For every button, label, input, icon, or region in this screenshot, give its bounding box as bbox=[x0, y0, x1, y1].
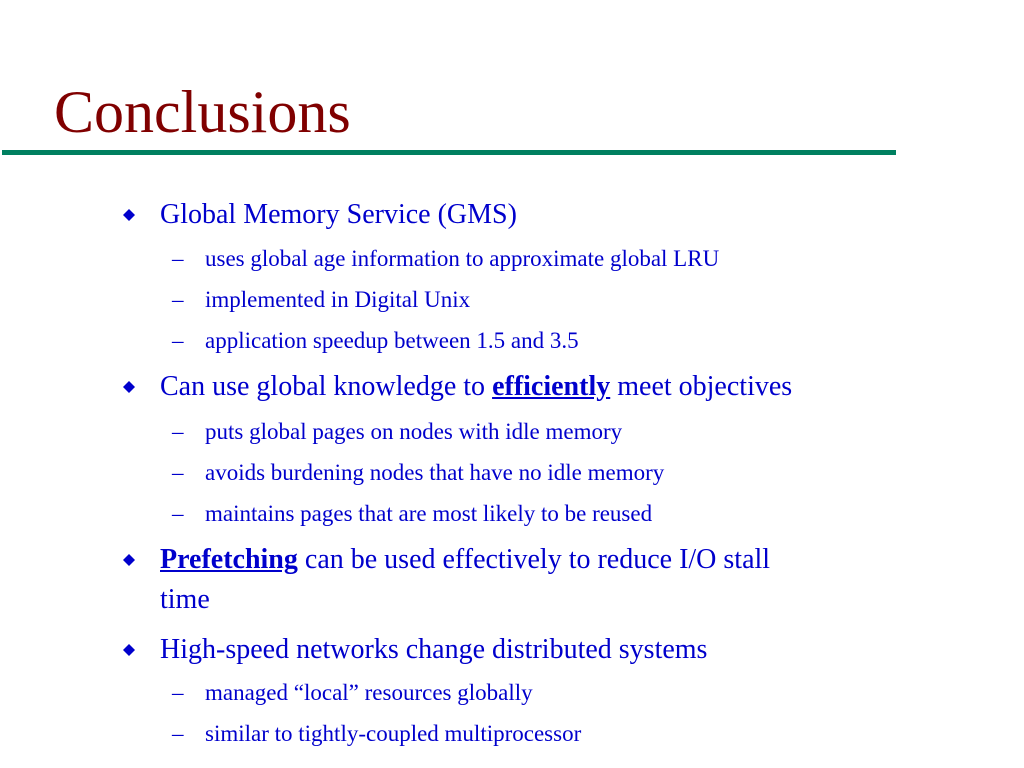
diamond-icon bbox=[123, 644, 135, 656]
slide-title: Conclusions bbox=[54, 79, 351, 145]
sub-bullet-text: similar to tightly-coupled multiprocessor bbox=[205, 721, 582, 746]
bullet-text: time bbox=[160, 584, 210, 615]
dash-marker: – bbox=[172, 680, 184, 705]
sub-bullet-text: avoids burdening nodes that have no idle memory bbox=[205, 460, 665, 485]
bullet-text: Can use global knowledge to bbox=[160, 371, 493, 402]
emphasis-efficiently: efficiently bbox=[492, 371, 611, 402]
diamond-icon bbox=[123, 209, 135, 221]
bullet-text: can be used effectively to reduce I/O stall bbox=[297, 544, 771, 575]
emphasis-prefetching: Prefetching bbox=[160, 544, 298, 575]
sub-bullet-text: managed “local” resources globally bbox=[205, 680, 533, 705]
sub-bullet-item bbox=[172, 326, 965, 356]
diamond-icon bbox=[123, 554, 135, 566]
bullet-continuation bbox=[160, 580, 960, 620]
bullet-text: meet objectives bbox=[610, 371, 793, 402]
bullet-text: Global Memory Service (GMS) bbox=[160, 199, 517, 230]
dash-marker: – bbox=[172, 501, 184, 526]
sub-bullet-item bbox=[172, 285, 965, 315]
dash-marker: – bbox=[172, 246, 184, 271]
sub-bullet-item bbox=[172, 244, 965, 274]
dash-marker: – bbox=[172, 328, 184, 353]
dash-marker: – bbox=[172, 460, 184, 485]
diamond-icon bbox=[123, 381, 135, 393]
sub-bullet-text: maintains pages that are most likely to be reused bbox=[205, 501, 653, 526]
dash-marker: – bbox=[172, 721, 184, 746]
sub-bullet-item bbox=[172, 499, 965, 529]
bullet-item bbox=[160, 540, 960, 580]
sub-bullet-item bbox=[172, 678, 965, 708]
bullet-item bbox=[160, 630, 960, 670]
sub-bullet-text: application speedup between 1.5 and 3.5 bbox=[205, 328, 579, 353]
dash-marker: – bbox=[172, 419, 184, 444]
dash-marker: – bbox=[172, 287, 184, 312]
sub-bullet-item bbox=[172, 458, 965, 488]
sub-bullet-text: puts global pages on nodes with idle memory bbox=[205, 419, 623, 444]
sub-bullet-text: implemented in Digital Unix bbox=[205, 287, 471, 312]
bullet-text: High-speed networks change distributed systems bbox=[160, 634, 708, 665]
sub-bullet-item bbox=[172, 719, 965, 749]
bullet-item bbox=[160, 195, 960, 235]
sub-bullet-item bbox=[172, 417, 965, 447]
bullet-item bbox=[160, 367, 960, 407]
sub-bullet-text: uses global age information to approximate global LRU bbox=[205, 246, 720, 271]
